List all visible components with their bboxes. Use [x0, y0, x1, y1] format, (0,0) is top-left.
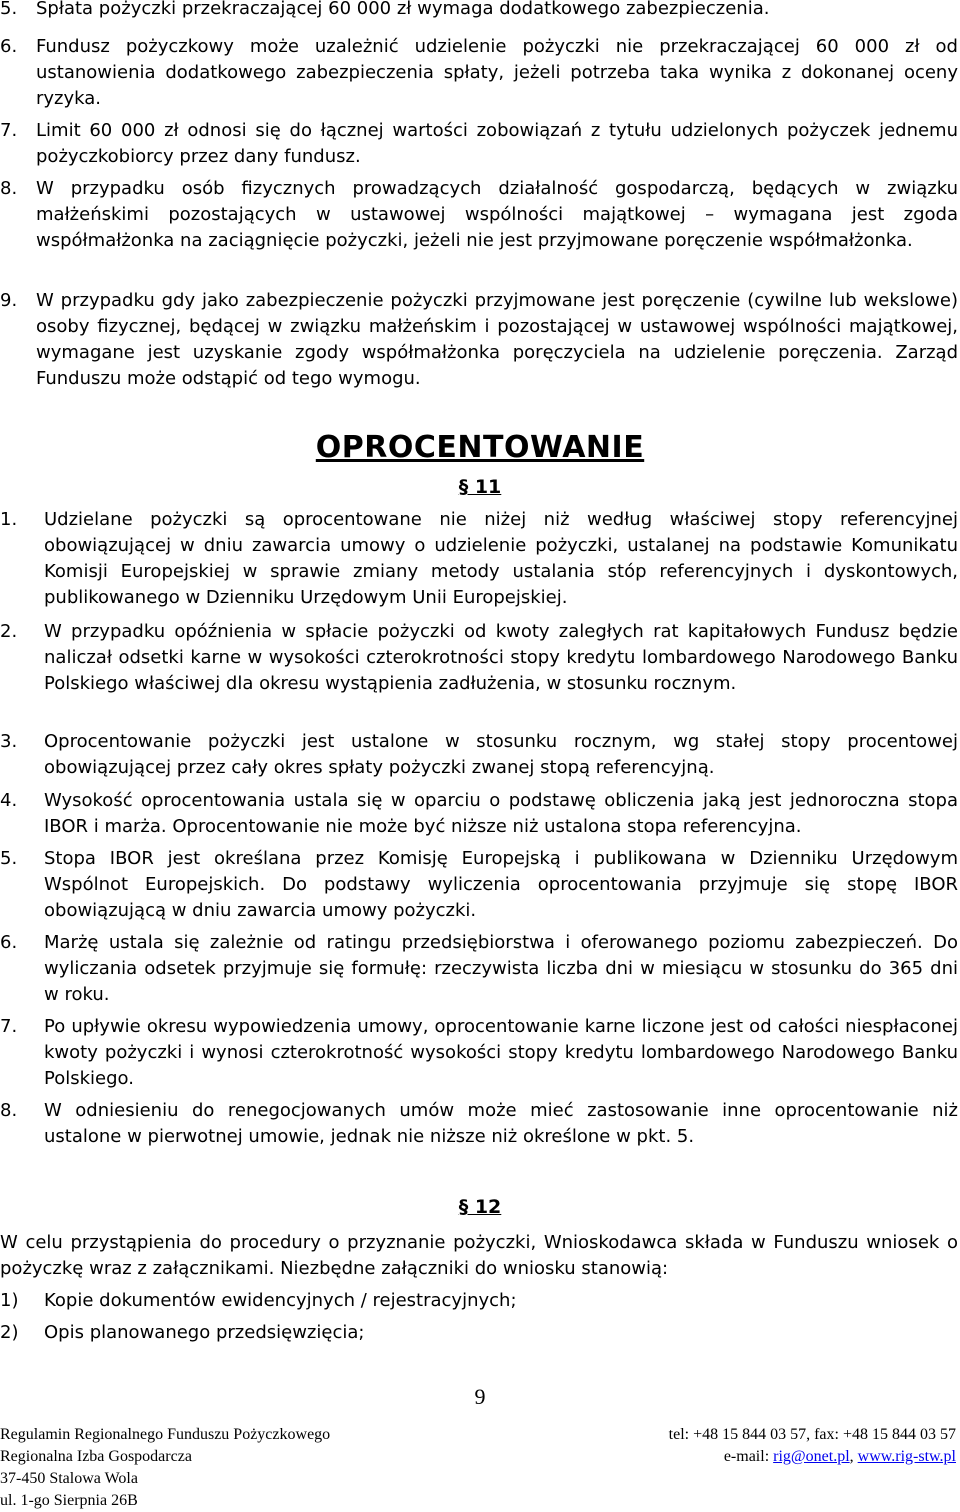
list-item	[0, 118, 958, 170]
footer-right	[600, 1424, 956, 1468]
page-number: 9	[474, 1384, 486, 1409]
item-text: W przypadku osób fizycznych prowadzących działalność gospodarczą, będących w związku małżeńskimi pozostających w ustawowej wspólności majątkowej – wymagana jest zgoda współmałżonka na zaciągnięcie pożyczki, jeżeli nie jest przyjmowane poręczenie współmałżonka.	[36, 178, 958, 251]
item-text: Marżę ustala się zależnie od ratingu przedsiębiorstwa i oferowanego poziomu zabezpieczeń. Do wyliczania odsetek przyjmuje się formułę: rzeczywista liczba dni w miesiącu w stosunku do 365 dni w roku.	[44, 932, 958, 1005]
list-item	[0, 0, 958, 22]
footer-email-label: e-mail:	[723, 1448, 774, 1465]
section-number	[0, 476, 960, 498]
item-text: Oprocentowanie pożyczki jest ustalone w stosunku rocznym, wg stałej stopy procentowej obowiązującej przez cały okres spłaty pożyczki zwanej stopą referencyjną.	[44, 731, 958, 778]
list-item	[0, 176, 958, 254]
section-12-label: § 12	[458, 1196, 502, 1218]
footer-line: 37-450 Stalowa Wola	[0, 1470, 138, 1487]
list-item	[0, 930, 958, 1008]
item-number: 8.	[0, 178, 18, 199]
item-text: Wysokość oprocentowania ustala się w oparciu o podstawę obliczenia jaką jest jednoroczna stopa IBOR i marża. Oprocentowanie nie może być niższe niż ustalona stopa referencyjna.	[44, 790, 958, 837]
item-number: 1.	[0, 509, 18, 530]
website-link[interactable]: www.rig-stw.pl	[857, 1448, 956, 1465]
item-text: Opis planowanego przedsięwzięcia;	[44, 1322, 365, 1343]
item-number: 8.	[0, 1100, 18, 1121]
item-number: 2.	[0, 621, 18, 642]
list-item	[0, 1098, 958, 1150]
footer-phone: tel: +48 15 844 03 57, fax: +48 15 844 03 57	[668, 1426, 956, 1443]
list-item	[0, 729, 958, 781]
email-link[interactable]: rig@onet.pl	[773, 1448, 850, 1465]
section-heading: OPROCENTOWANIE	[315, 430, 645, 465]
item-number: 6.	[0, 932, 18, 953]
list-item	[0, 846, 958, 924]
section-number	[0, 1196, 960, 1218]
item-text: W odniesieniu do renegocjowanych umów może mieć zastosowanie inne oprocentowanie niż ustalone w pierwotnej umowie, jednak nie niższe niż określone w pkt. 5.	[44, 1100, 958, 1147]
list-item	[0, 34, 958, 112]
list-item	[0, 619, 958, 697]
item-number: 7.	[0, 1016, 18, 1037]
item-number: 6.	[0, 36, 18, 57]
item-text: W przypadku gdy jako zabezpieczenie pożyczki przyjmowane jest poręczenie (cywilne lub wekslowe) osoby fizycznej, będącej w związku małżeńskim i pozostającej w ustawowej wspólności majątkowej, wymagane jest uzyskanie zgody współmałżonka poręczyciela na udzielenie poręczenia. Zarząd Funduszu może odstąpić od tego wymogu.	[36, 290, 958, 389]
item-text: Fundusz pożyczkowy może uzależnić udzielenie pożyczki nie przekraczającej 60 000 zł od ustanowienia dodatkowego zabezpieczenia spłaty, jeżeli potrzeba taka wynika z dokonanej oceny ryzyka.	[36, 36, 958, 109]
item-number: 5.	[0, 0, 18, 19]
footer-line: ul. 1-go Sierpnia 26B	[0, 1492, 138, 1509]
item-text: Spłata pożyczki przekraczającej 60 000 zł wymaga dodatkowego zabezpieczenia.	[36, 0, 770, 19]
item-number: 1)	[0, 1290, 19, 1311]
footer-line: Regulamin Regionalnego Funduszu Pożyczkowego	[0, 1426, 331, 1443]
item-text: Udzielane pożyczki są oprocentowane nie niżej niż według właściwej stopy referencyjnej obowiązującej w dniu zawarcia umowy o udzielenie pożyczki, ustalanej na podstawie Komunikatu Komisji Europejskiej w sprawie zmiany metody ustalania stóp referencyjnych i dyskontowych, publikowanego w Dzienniku Urzędowym Unii Europejskiej.	[44, 509, 958, 608]
item-text: Limit 60 000 zł odnosi się do łącznej wartości zobowiązań z tytułu udzielonych pożyczek jednemu pożyczkobiorcy przez dany fundusz.	[36, 120, 958, 167]
list-item	[0, 288, 958, 392]
footer-separator: ,	[849, 1448, 858, 1465]
item-number: 9.	[0, 290, 18, 311]
item-text: Stopa IBOR jest określana przez Komisję Europejską i publikowana w Dzienniku Urzędowym Wspólnot Europejskich. Do podstawy wyliczenia oprocentowania przyjmuje się stopę IBOR obowiązującą w dniu zawarcia umowy pożyczki.	[44, 848, 958, 921]
item-number: 3.	[0, 731, 18, 752]
list-item	[0, 788, 958, 840]
item-text: Po upływie okresu wypowiedzenia umowy, oprocentowanie karne liczone jest od całości niespłaconej kwoty pożyczki i wynosi czterokrotność wysokości stopy kredytu lombardowego Narodowego Banku Polskiego.	[44, 1016, 958, 1089]
item-text: W przypadku opóźnienia w spłacie pożyczki od kwoty zaległych rat kapitałowych Fundusz będzie naliczał odsetki karne w wysokości czterokrotności stopy kredytu lombardowego Narodowego Banku Polskiego właściwej dla okresu wystąpienia zadłużenia, w stosunku rocznym.	[44, 621, 958, 694]
item-text: Kopie dokumentów ewidencyjnych / rejestracyjnych;	[44, 1290, 517, 1311]
footer-left	[0, 1424, 440, 1512]
list-item	[0, 1014, 958, 1092]
item-number: 2)	[0, 1322, 19, 1343]
section-11-label: § 11	[458, 476, 502, 498]
list-item	[0, 1288, 958, 1314]
item-number: 7.	[0, 120, 18, 141]
list-item	[0, 1320, 958, 1346]
list-item	[0, 507, 958, 611]
footer-line: Regionalna Izba Gospodarcza	[0, 1448, 192, 1465]
paragraph: W celu przystąpienia do procedury o przyznanie pożyczki, Wnioskodawca składa w Funduszu wniosek o pożyczkę wraz z załącznikami. Niezbędne załączniki do wniosku stanowią:	[0, 1232, 958, 1279]
footer-contact	[600, 1446, 956, 1468]
item-number: 5.	[0, 848, 18, 869]
item-number: 4.	[0, 790, 18, 811]
